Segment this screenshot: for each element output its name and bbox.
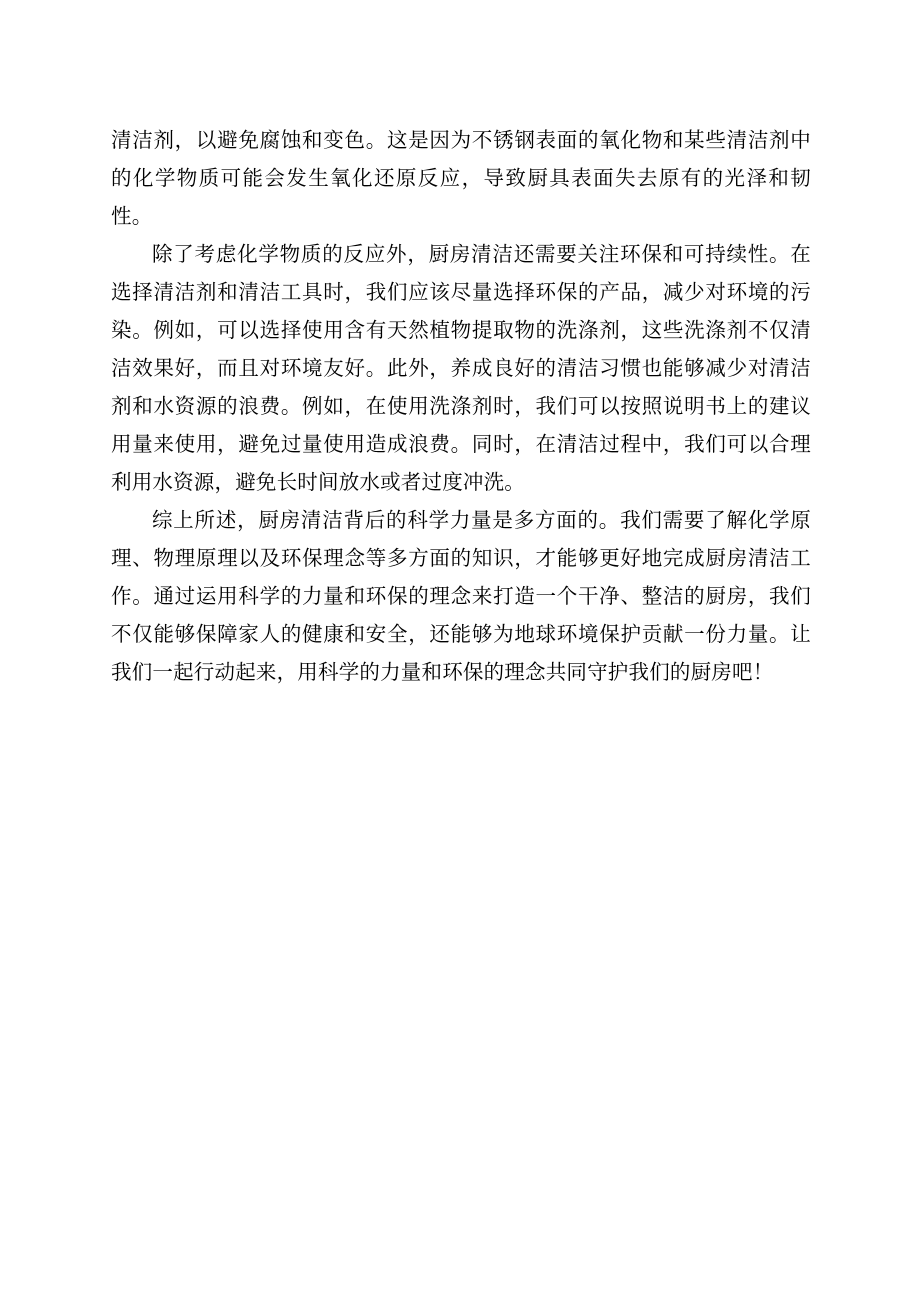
paragraph-continued: 清洁剂，以避免腐蚀和变色。这是因为不锈钢表面的氧化物和某些清洁剂中的化学物质可能会发生氧化还原反应，导致厨具表面失去原有的光泽和韧性。 <box>111 128 811 228</box>
paragraph-conclusion: 综上所述，厨房清洁背后的科学力量是多方面的。我们需要了解化学原理、物理原理以及环保理念等多方面的知识，才能够更好地完成厨房清洁工作。通过运用科学的力量和环保的理念来打造一个干净、整洁的厨房，我们不仅能够保障家人的健康和安全，还能够为地球环境保护贡献一份力量。让我们一起行动起来，用科学的力量和环保的理念共同守护我们的厨房吧！ <box>111 508 811 684</box>
document-body <box>111 121 811 691</box>
paragraph-environmental: 除了考虑化学物质的反应外，厨房清洁还需要关注环保和可持续性。在选择清洁剂和清洁工具时，我们应该尽量选择环保的产品，减少对环境的污染。例如，可以选择使用含有天然植物提取物的洗涤剂，这些洗涤剂不仅清洁效果好，而且对环境友好。此外，养成良好的清洁习惯也能够减少对清洁剂和水资源的浪费。例如，在使用洗涤剂时，我们可以按照说明书上的建议用量来使用，避免过量使用造成浪费。同时，在清洁过程中，我们可以合理利用水资源，避免长时间放水或者过度冲洗。 <box>111 242 811 494</box>
